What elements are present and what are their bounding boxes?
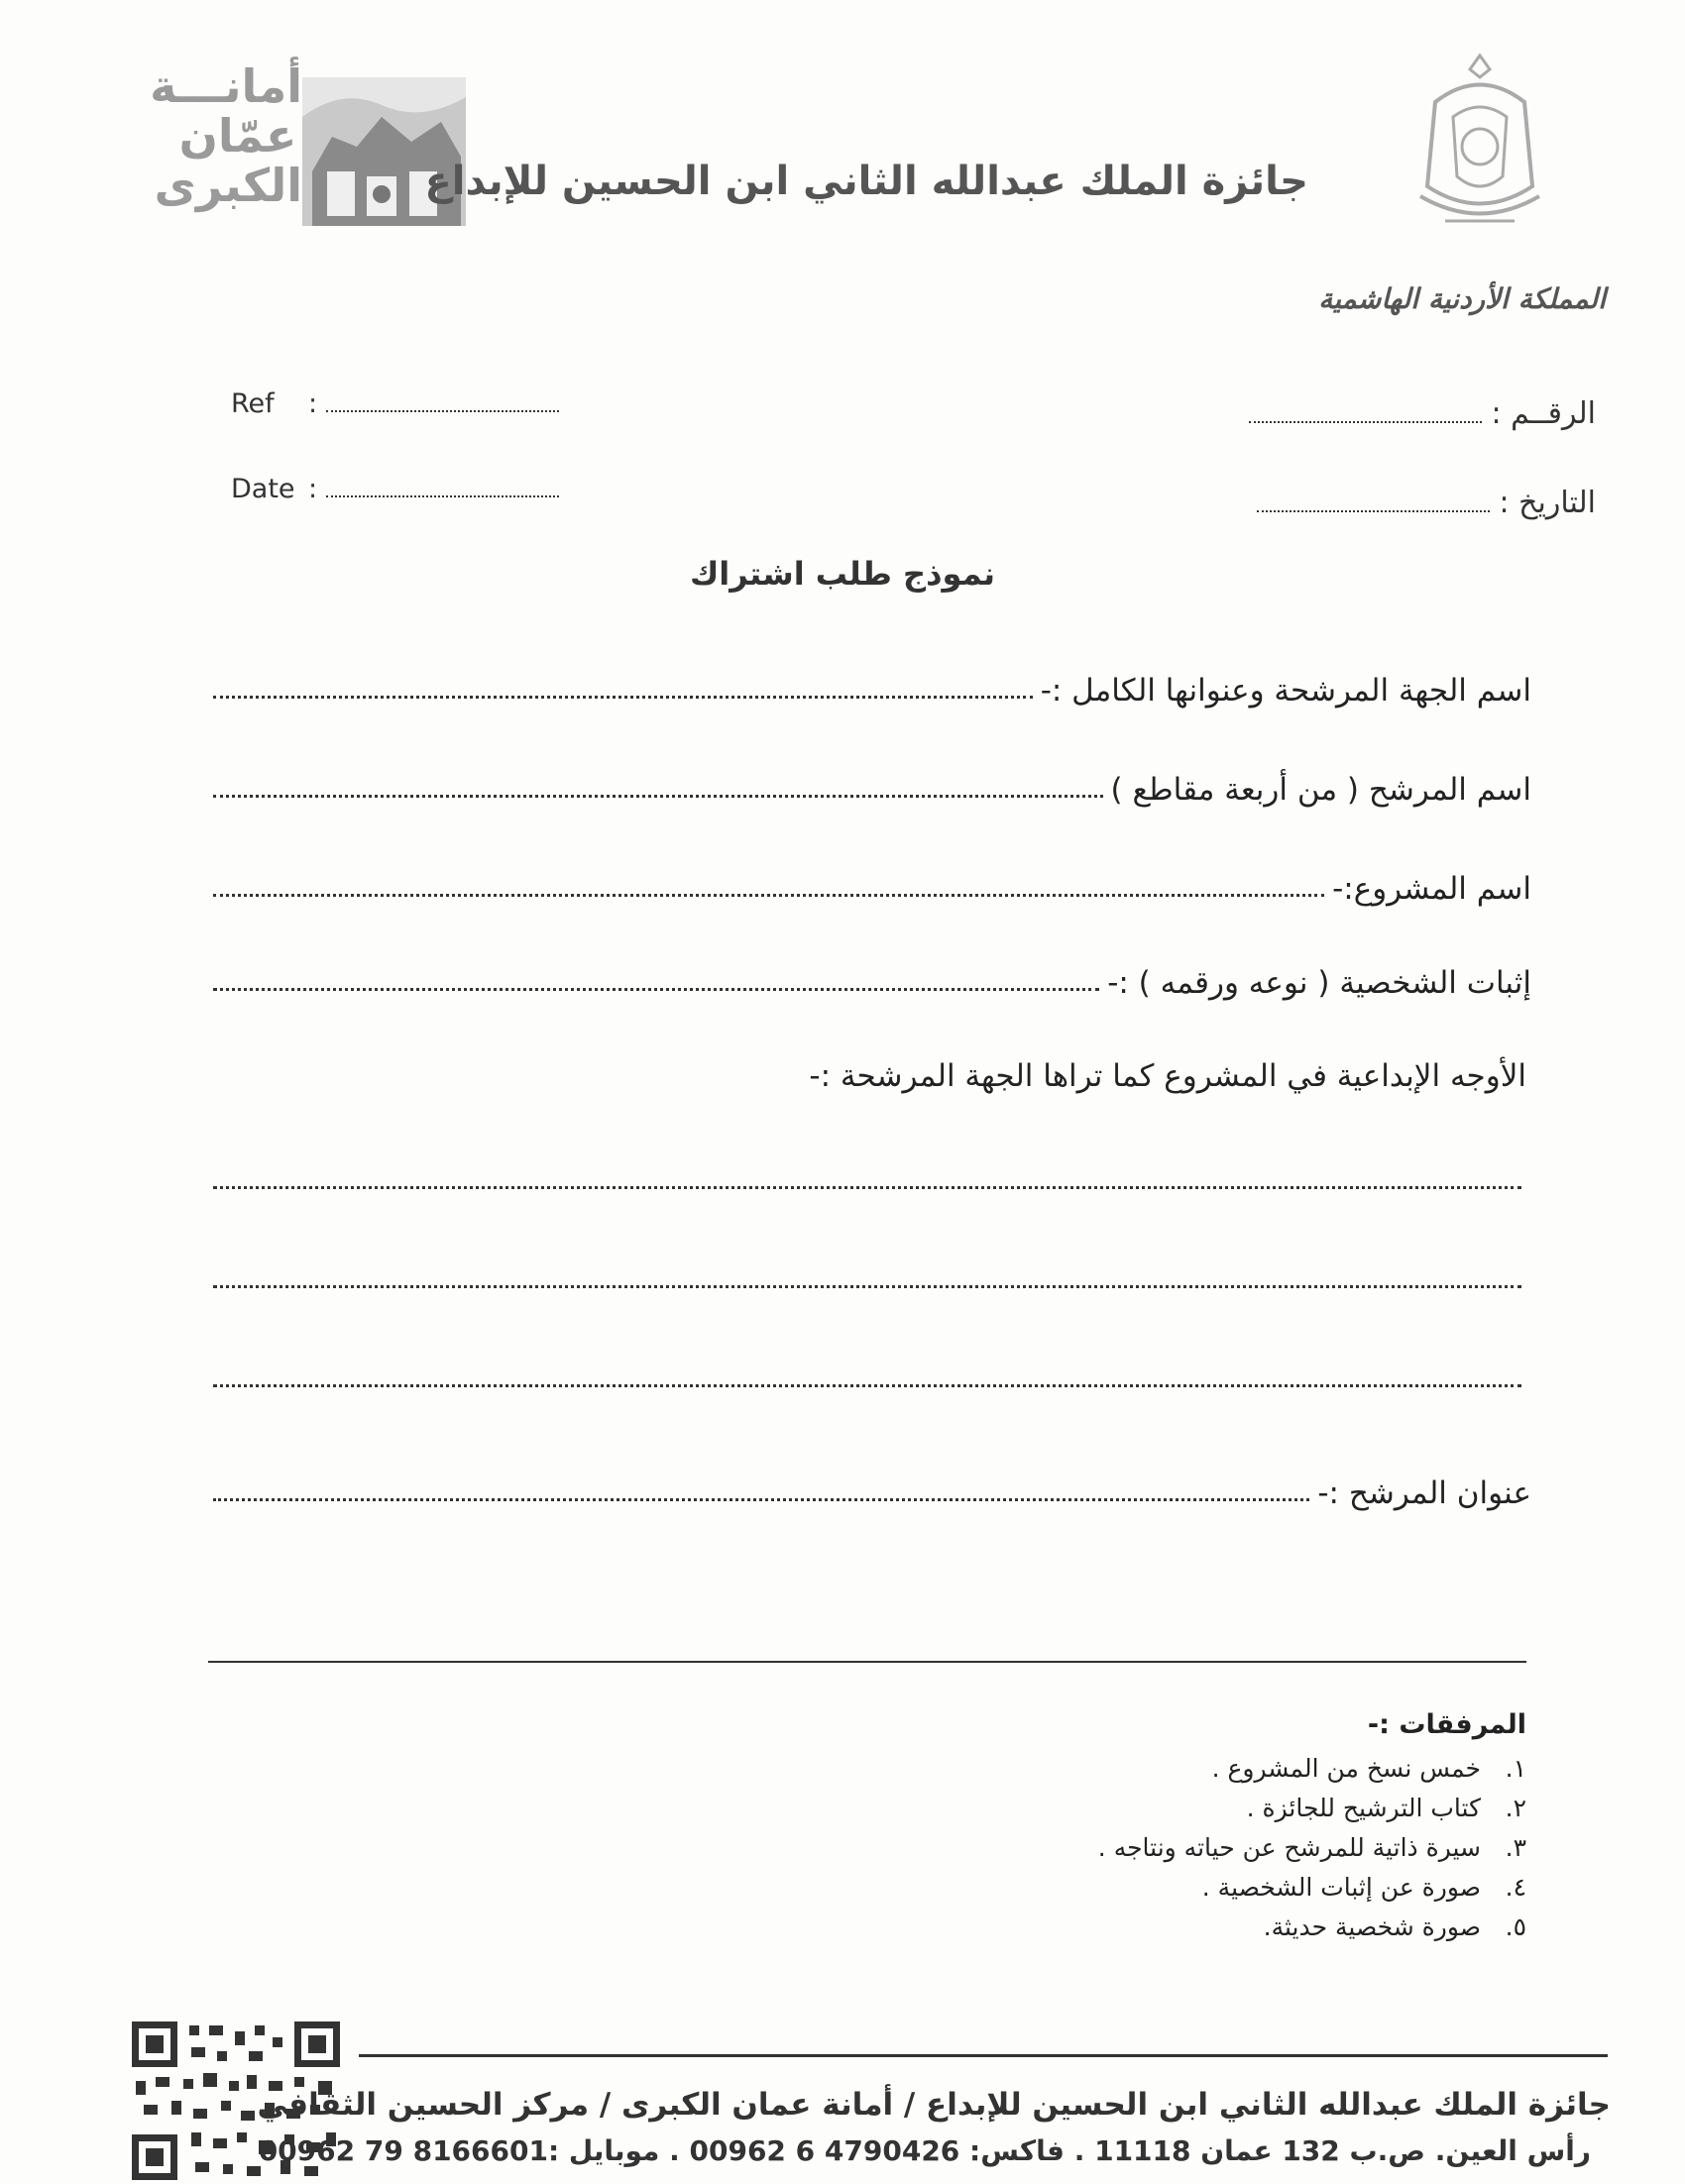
number-input-line[interactable] [1249, 399, 1482, 423]
attachment-number: ١. [1505, 1754, 1526, 1783]
id-proof-row [213, 951, 1531, 1001]
project-name-row [213, 857, 1531, 907]
creative-aspects-label: الأوجه الإبداعية في المشروع كما تراها الجهة المرشحة :- [809, 1058, 1526, 1094]
attachment-number: ٣. [1505, 1833, 1526, 1862]
jordan-crest-icon [1405, 48, 1554, 246]
org-logo-line: عمّان [178, 109, 297, 163]
candidate-address-label: عنوان المرشح :- [1317, 1475, 1531, 1511]
id-proof-label: إثبات الشخصية ( نوعه ورقمه ) :- [1107, 965, 1531, 1001]
date-field [231, 474, 559, 504]
candidate-address-input-line[interactable] [213, 1497, 1309, 1501]
attachment-number: ٢. [1505, 1794, 1526, 1822]
attachment-item [892, 1828, 1526, 1868]
ref-field [231, 388, 559, 419]
award-title: جائزة الملك عبدالله الثاني ابن الحسين للإبداع [424, 159, 1308, 204]
date-input-line[interactable] [326, 474, 559, 497]
attachment-item [892, 1908, 1526, 1947]
attachment-number: ٥. [1505, 1912, 1526, 1941]
attachment-text: خمس نسخ من المشروع . [1211, 1754, 1481, 1783]
attachment-text: صورة عن إثبات الشخصية . [1201, 1873, 1481, 1902]
attachment-item [892, 1789, 1526, 1828]
arabic-date-field [1259, 486, 1596, 520]
form-title: نموذج طلب اشتراك [689, 555, 996, 593]
project-name-input-line[interactable] [213, 893, 1324, 897]
creative-aspects-line[interactable] [213, 1284, 1521, 1288]
date-label: Date [231, 474, 295, 504]
ref-input-line[interactable] [326, 388, 559, 412]
creative-aspects-line[interactable] [213, 1185, 1521, 1189]
attachment-text: سيرة ذاتية للمرشح عن حياته ونتاجه . [1097, 1833, 1481, 1862]
attachments-list [892, 1749, 1526, 1947]
attachment-item [892, 1868, 1526, 1908]
project-name-label: اسم المشروع:- [1332, 871, 1531, 907]
attachments-title: المرفقات :- [1367, 1709, 1526, 1740]
footer-organization-line: جائزة الملك عبدالله الثاني ابن الحسين للإبداع / أمانة عمان الكبرى / مركز الحسين الثقافي [257, 2087, 1611, 2123]
number-label: الرقــم : [1491, 396, 1596, 431]
attachment-number: ٤. [1505, 1873, 1526, 1902]
footer-contact-line: رأس العين. ص.ب 132 عمان 11118 . فاكس: 4790426 6 00962 . موبايل :8166601 79 00962 [258, 2134, 1591, 2167]
org-logo-text [150, 59, 302, 212]
org-logo-line: أمانـــة [150, 59, 302, 113]
candidate-name-input-line[interactable] [213, 794, 1103, 798]
candidate-address-row [213, 1462, 1531, 1511]
date-separator: : [308, 474, 318, 504]
attachment-text: كتاب الترشيح للجائزة . [1246, 1794, 1481, 1822]
creative-aspects-line[interactable] [213, 1383, 1521, 1387]
ref-label: Ref [231, 388, 275, 419]
divider-line [208, 1661, 1526, 1663]
ref-separator: : [308, 388, 318, 419]
arabic-date-input-line[interactable] [1257, 489, 1490, 512]
nominating-entity-input-line[interactable] [213, 695, 1033, 699]
org-logo-line: الكبرى [154, 159, 302, 212]
id-proof-input-line[interactable] [213, 987, 1099, 991]
arabic-date-label: التاريخ : [1499, 486, 1596, 520]
number-field [1259, 396, 1596, 431]
nominating-entity-label: اسم الجهة المرشحة وعنوانها الكامل :- [1040, 673, 1531, 709]
candidate-name-row [213, 758, 1531, 808]
attachment-text: صورة شخصية حديثة. [1263, 1912, 1481, 1941]
footer-divider [359, 2054, 1608, 2057]
candidate-name-label: اسم المرشح ( من أربعة مقاطع ) [1110, 772, 1531, 808]
kingdom-label: المملكة الأردنية الهاشمية [1318, 282, 1606, 315]
nominating-entity-row [213, 659, 1531, 709]
attachment-item [892, 1749, 1526, 1789]
